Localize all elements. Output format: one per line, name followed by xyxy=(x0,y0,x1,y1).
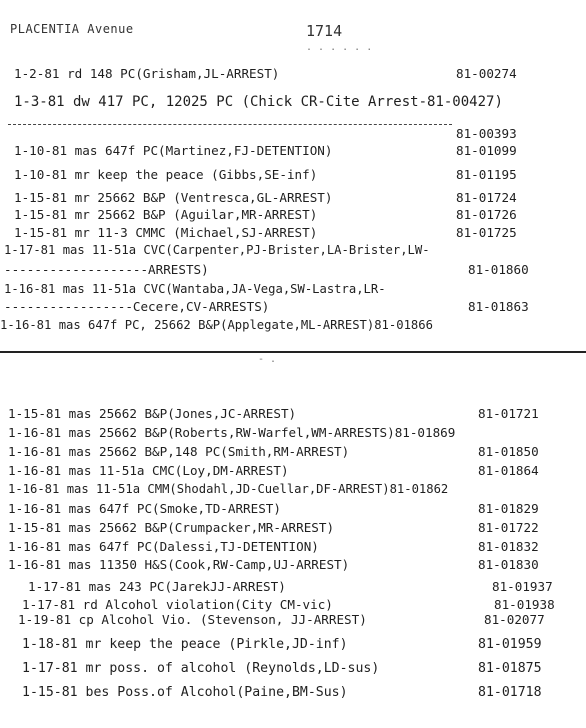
case-number: 81-01830 xyxy=(478,557,539,572)
scan-smudge: - . xyxy=(258,354,277,365)
entry-text: 1-18-81 mr keep the peace (Pirkle,JD-inf) xyxy=(22,637,348,652)
case-number: 81-01875 xyxy=(478,661,542,676)
log-entry xyxy=(4,299,564,314)
log-entry xyxy=(4,282,386,297)
case-number: 81-00427) xyxy=(427,94,503,110)
log-entry xyxy=(8,501,539,516)
case-number: 81-01866 xyxy=(374,318,433,332)
case-number: 81-01726 xyxy=(456,207,517,222)
log-entry xyxy=(22,685,542,700)
entry-text: 1-16-81 mas 25662 B&P,148 PC(Smith,RM-ARREST) xyxy=(8,444,350,459)
log-entry xyxy=(8,482,448,497)
case-number: 81-01863 xyxy=(468,299,529,314)
log-entry xyxy=(8,425,455,440)
case-number: 81-01959 xyxy=(478,637,542,652)
entry-text: 1-17-81 mr poss. of alcohol (Reynolds,LD-sus) xyxy=(22,661,380,676)
log-entry xyxy=(14,143,517,158)
entry-text: -----------------Cecere,CV-ARRESTS) xyxy=(4,299,270,314)
log-entry xyxy=(14,66,517,81)
case-number: 81-01721 xyxy=(478,406,539,421)
entry-text: 1-17-81 rd Alcohol violation(City CM-vic) xyxy=(22,597,333,612)
case-number: 81-01937 xyxy=(492,579,553,594)
case-number: 81-01722 xyxy=(478,520,539,535)
entry-text: 1-15-81 mr 25662 B&P (Aguilar,MR-ARREST) xyxy=(14,207,318,222)
log-entry xyxy=(18,612,545,627)
entry-text: -------------------ARRESTS) xyxy=(4,262,209,277)
entry-text: 1-15-81 mr 11-3 CMMC (Michael,SJ-ARREST) xyxy=(14,225,318,240)
case-number: 81-01864 xyxy=(478,463,539,478)
entry-text: 1-16-81 mas 647f PC(Dalessi,TJ-DETENTION) xyxy=(8,539,319,554)
entry-text: 1-3-81 dw 417 PC, 12025 PC (Chick CR-Cite Arrest- xyxy=(14,94,428,110)
log-entry xyxy=(8,444,539,459)
entry-text: 1-10-81 mr keep the peace (Gibbs,SE-inf) xyxy=(14,167,318,182)
case-number: 81-01938 xyxy=(494,597,555,612)
log-entry xyxy=(14,95,503,110)
street-heading: PLACENTIA Avenue xyxy=(10,22,134,36)
log-entry xyxy=(14,225,517,240)
case-number: 81-01099 xyxy=(456,143,517,158)
case-number: 81-01829 xyxy=(478,501,539,516)
case-number: 81-01725 xyxy=(456,225,517,240)
case-number: 81-01869 xyxy=(394,425,456,440)
log-entry xyxy=(8,539,539,554)
entry-text: 1-17-81 mas 243 PC(JarekJJ-ARREST) xyxy=(28,579,286,594)
entry-text: 1-16-81 mas 11-51a CVC(Wantaba,JA-Vega,SW-Lastra,LR- xyxy=(4,282,386,296)
case-number: 81-01860 xyxy=(468,262,529,277)
scan-smudge: . . . . . . xyxy=(306,42,373,53)
entry-text: 1-16-81 mas 647f PC, 25662 B&P(Applegate,ML-ARREST) xyxy=(0,318,375,332)
entry-text: 1-10-81 mas 647f PC(Martinez,FJ-DETENTION) xyxy=(14,143,333,158)
case-number: 81-01724 xyxy=(456,190,517,205)
dashed-rule xyxy=(8,124,452,125)
log-entry xyxy=(8,406,539,421)
log-entry xyxy=(4,243,430,258)
log-entry xyxy=(22,661,542,676)
log-entry xyxy=(14,167,517,182)
entry-text: 1-16-81 mas 11350 H&S(Cook,RW-Camp,UJ-ARREST) xyxy=(8,557,350,572)
section-divider xyxy=(0,351,586,353)
case-number: 81-01862 xyxy=(389,482,449,496)
log-entry xyxy=(28,579,553,594)
entry-text: 1-15-81 bes Poss.of Alcohol(Paine,BM-Sus) xyxy=(22,685,348,700)
log-entry xyxy=(0,318,433,333)
log-entry xyxy=(14,207,517,222)
entry-text: 1-15-81 mr 25662 B&P (Ventresca,GL-ARREST) xyxy=(14,190,333,205)
log-entry xyxy=(22,597,555,612)
log-entry xyxy=(22,637,542,652)
entry-text: 1-19-81 cp Alcohol Vio. (Stevenson, JJ-ARREST) xyxy=(18,612,367,627)
case-number: 81-02077 xyxy=(484,612,545,627)
page-number: 1714 xyxy=(306,22,343,40)
entry-text: 1-16-81 mas 25662 B&P(Roberts,RW-Warfel,WM-ARRESTS) xyxy=(8,425,395,440)
entry-text: 1-2-81 rd 148 PC(Grisham,JL-ARREST) xyxy=(14,66,280,81)
case-number: 81-00393 xyxy=(456,126,517,141)
entry-text: 1-15-81 mas 25662 B&P(Crumpacker,MR-ARREST) xyxy=(8,520,335,535)
case-number: 81-00274 xyxy=(456,66,517,81)
entry-text: 1-17-81 mas 11-51a CVC(Carpenter,PJ-Brister,LA-Brister,LW- xyxy=(4,243,430,257)
case-number: 81-01832 xyxy=(478,539,539,554)
entry-text: 1-15-81 mas 25662 B&P(Jones,JC-ARREST) xyxy=(8,406,297,421)
log-entry xyxy=(4,262,564,277)
log-entry xyxy=(8,520,539,535)
entry-text: 1-16-81 mas 11-51a CMC(Loy,DM-ARREST) xyxy=(8,463,289,478)
entry-text: 1-16-81 mas 647f PC(Smoke,TD-ARREST) xyxy=(8,501,281,516)
case-number: 81-01195 xyxy=(456,167,517,182)
entry-text: 1-16-81 mas 11-51a CMM(Shodahl,JD-Cuellar,DF-ARREST) xyxy=(8,482,390,496)
log-entry xyxy=(8,463,539,478)
log-entry xyxy=(8,557,539,572)
log-entry xyxy=(14,190,517,205)
case-number: 81-01718 xyxy=(478,685,542,700)
case-number: 81-01850 xyxy=(478,444,539,459)
